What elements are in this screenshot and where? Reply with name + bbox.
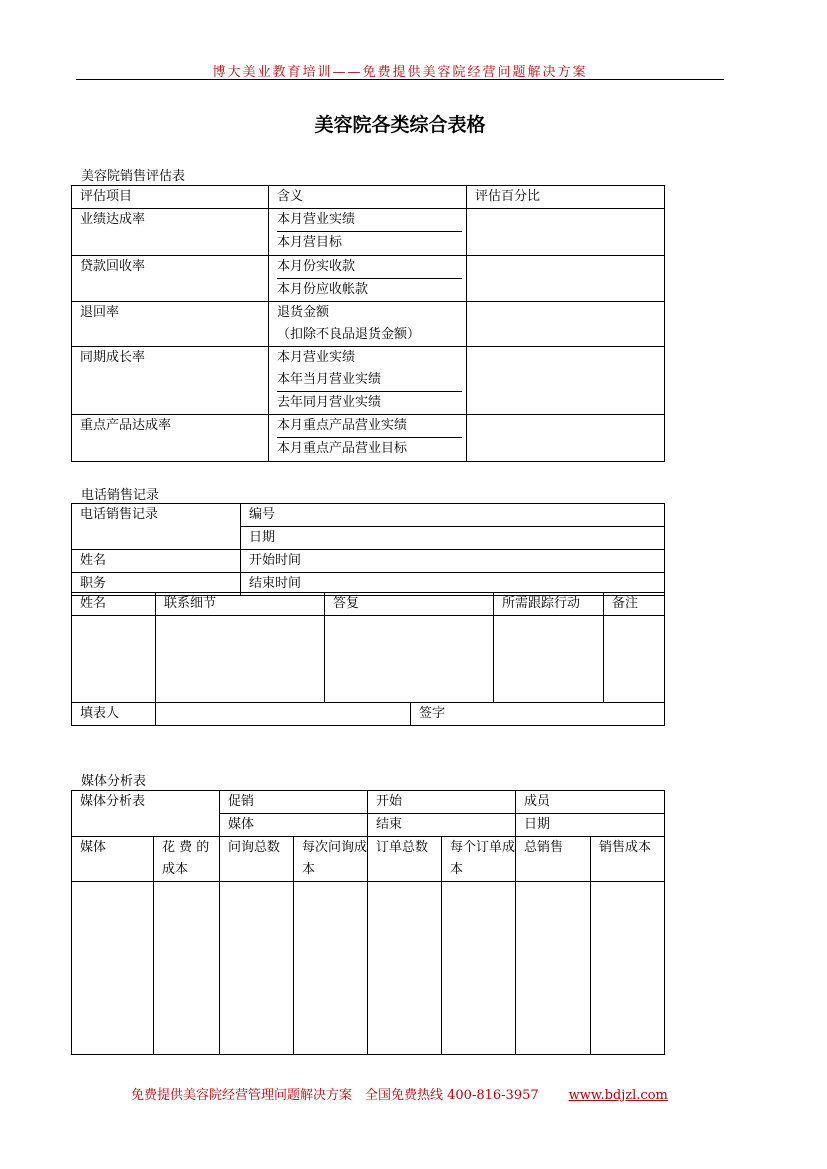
col-header: 评估百分比 bbox=[467, 186, 665, 209]
col-header: 订单总数 bbox=[368, 837, 442, 882]
col-header: 每次问询成本 bbox=[294, 837, 368, 882]
media-caption: 媒体分析表 bbox=[81, 774, 147, 789]
eval-percent-cell[interactable] bbox=[467, 209, 665, 256]
signature-label: 签字 bbox=[411, 703, 665, 726]
eval-item: 贷款回收率 bbox=[72, 256, 269, 302]
eval-percent-cell[interactable] bbox=[467, 347, 665, 415]
entry-cell[interactable] bbox=[604, 616, 665, 703]
meaning-denominator: 去年同月营业实绩 bbox=[277, 395, 382, 410]
col-header: 含义 bbox=[269, 186, 467, 209]
sales-eval-table bbox=[71, 185, 665, 462]
eval-percent-cell[interactable] bbox=[467, 415, 665, 462]
col-header: 答复 bbox=[325, 593, 494, 616]
meaning-denominator: 本月重点产品营业目标 bbox=[277, 441, 408, 456]
filler-field[interactable] bbox=[156, 703, 411, 726]
entry-cell[interactable] bbox=[294, 882, 368, 1055]
date-label: 日期 bbox=[516, 814, 665, 837]
col-header: 销售成本 bbox=[591, 837, 665, 882]
entry-cell[interactable] bbox=[494, 616, 604, 703]
entry-cell[interactable] bbox=[368, 882, 442, 1055]
promo-label: 促销 bbox=[220, 791, 368, 814]
col-header: 媒体 bbox=[72, 837, 154, 882]
eval-item: 退回率 bbox=[72, 302, 269, 347]
eval-item: 同期成长率 bbox=[72, 347, 269, 415]
col-header: 每个订单成本 bbox=[442, 837, 516, 882]
col-header: 花 费 的 成本 bbox=[154, 837, 220, 882]
entry-cell[interactable] bbox=[72, 616, 156, 703]
phone-title-cell: 电话销售记录 bbox=[72, 504, 241, 550]
entry-cell[interactable] bbox=[154, 882, 220, 1055]
meaning-line: （扣除不良品退货金额） bbox=[277, 327, 421, 342]
media-analysis-table bbox=[71, 790, 665, 1055]
date-label: 日期 bbox=[241, 527, 665, 550]
phone-sales-detail-table bbox=[71, 592, 665, 703]
number-label: 编号 bbox=[241, 504, 665, 527]
col-header: 姓名 bbox=[72, 593, 156, 616]
name-label: 姓名 bbox=[72, 550, 241, 573]
entry-cell[interactable] bbox=[156, 616, 325, 703]
meaning-numerator: 本月营业实绩 bbox=[277, 209, 462, 232]
meaning-denominator: 本月份应收帐款 bbox=[277, 282, 369, 297]
entry-cell[interactable] bbox=[72, 882, 154, 1055]
entry-cell[interactable] bbox=[591, 882, 665, 1055]
entry-cell[interactable] bbox=[325, 616, 494, 703]
col-header: 总销售 bbox=[516, 837, 591, 882]
end-label: 结束 bbox=[368, 814, 516, 837]
meaning-denominator: 本月营目标 bbox=[277, 235, 343, 250]
phone-sales-caption: 电话销售记录 bbox=[81, 488, 160, 503]
document-title: 美容院各类综合表格 bbox=[314, 114, 486, 136]
eval-item: 业绩达成率 bbox=[72, 209, 269, 256]
meaning-line: 本月营业实绩 bbox=[277, 350, 356, 365]
start-time-label: 开始时间 bbox=[241, 550, 665, 573]
phone-sales-table bbox=[71, 503, 665, 596]
col-header: 所需跟踪行动 bbox=[494, 593, 604, 616]
media-label: 媒体 bbox=[220, 814, 368, 837]
col-header: 评估项目 bbox=[72, 186, 269, 209]
eval-percent-cell[interactable] bbox=[467, 256, 665, 302]
page-header: 博大美业教育培训——免费提供美容院经营问题解决方案 bbox=[212, 65, 588, 80]
phone-sales-sign-table bbox=[71, 702, 665, 726]
meaning-line: 退货金额 bbox=[277, 305, 330, 320]
col-header: 备注 bbox=[604, 593, 665, 616]
footer-text: 免费提供美容院经营管理问题解决方案 全国免费热线 400-816-3957 bbox=[131, 1088, 539, 1103]
header-rule bbox=[76, 79, 724, 80]
end-time-label: 结束时间 bbox=[241, 573, 665, 596]
filler-label: 填表人 bbox=[72, 703, 156, 726]
member-label: 成员 bbox=[516, 791, 665, 814]
entry-cell[interactable] bbox=[516, 882, 591, 1055]
entry-cell[interactable] bbox=[220, 882, 294, 1055]
entry-cell[interactable] bbox=[442, 882, 516, 1055]
col-header: 问询总数 bbox=[220, 837, 294, 882]
col-header: 联系细节 bbox=[156, 593, 325, 616]
position-label: 职务 bbox=[72, 573, 241, 596]
sales-eval-caption: 美容院销售评估表 bbox=[81, 169, 186, 184]
eval-percent-cell[interactable] bbox=[467, 302, 665, 347]
page-footer bbox=[131, 1084, 668, 1103]
media-title-cell: 媒体分析表 bbox=[72, 791, 220, 837]
meaning-numerator: 本年当月营业实绩 bbox=[277, 369, 462, 392]
footer-url-link[interactable]: www.bdjzl.com bbox=[568, 1088, 668, 1103]
eval-item: 重点产品达成率 bbox=[72, 415, 269, 462]
meaning-numerator: 本月份实收款 bbox=[277, 256, 462, 279]
meaning-numerator: 本月重点产品营业实绩 bbox=[277, 415, 462, 438]
start-label: 开始 bbox=[368, 791, 516, 814]
